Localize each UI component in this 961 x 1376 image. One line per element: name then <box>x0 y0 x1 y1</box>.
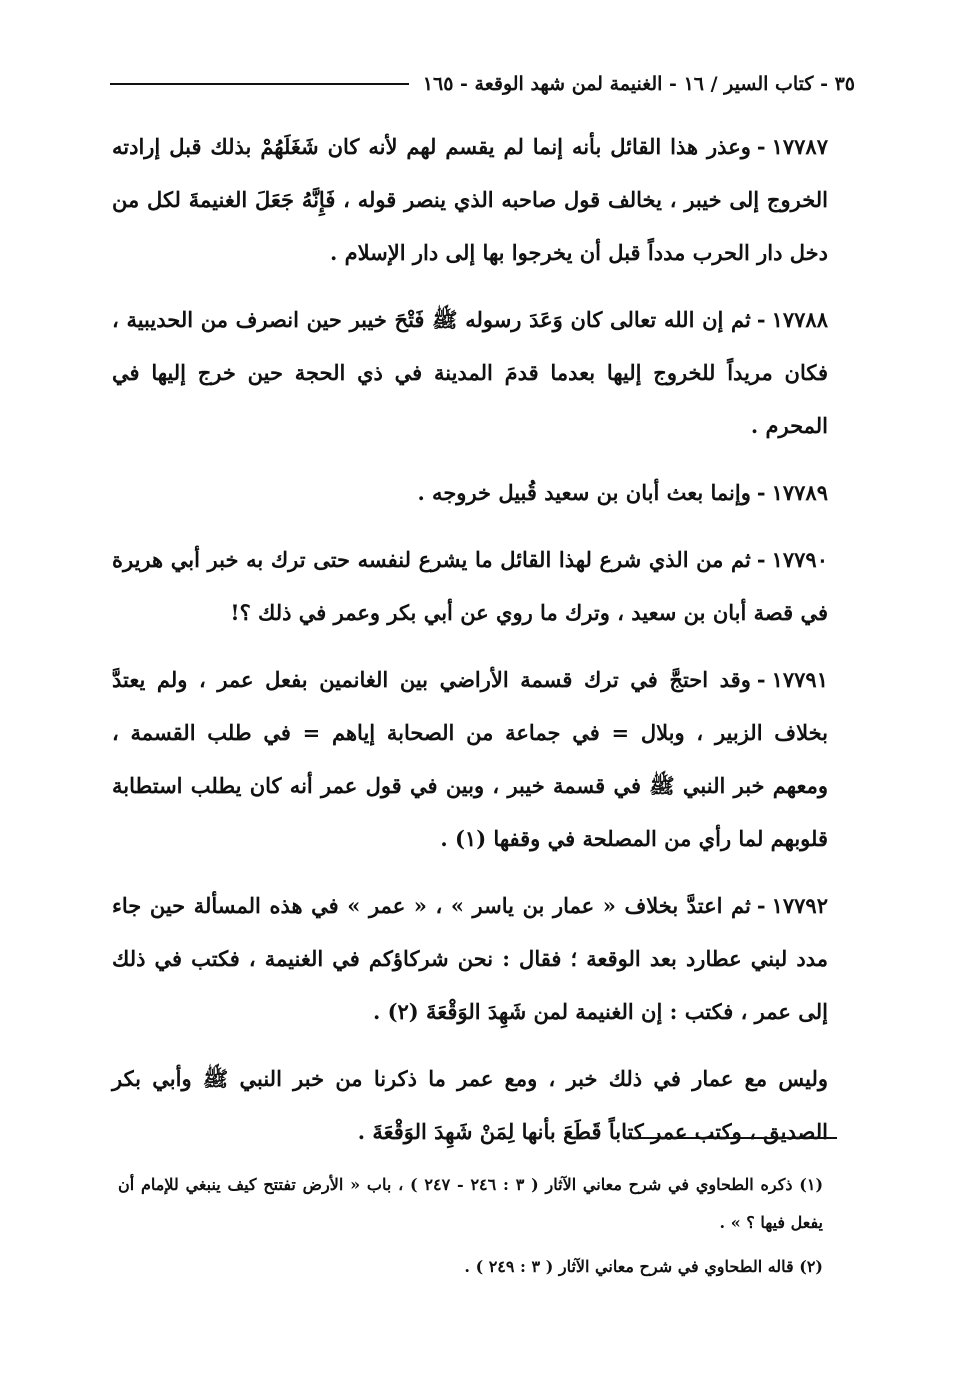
paragraph-text: وعذر هذا القائل بأنه إنما لم يقسم لهم لأنه كان شَغَلَهُمْ بذلك قبل إرادته الخروج إلى خيبر ، يخالف قول صاحبه الذي ينصر قوله ، فَإِنَّهُ جَعَلَ الغنيمةَ لكل من دخل دار الحرب مدداً قبل أن يخرجوا بها إلى دار الإسلام . <box>112 134 828 265</box>
paragraph-text: ثم اعتدَّ بخلاف « عمار بن ياسر » ، « عمر » في هذه المسألة حين جاء مدد لبني عطارد بعد الوقعة ؛ فقال : نحن شركاؤكم في الغنيمة ، فكتب في ذلك إلى عمر ، فكتب : إن الغنيمة لمن شَهِدَ الوَقْعَةَ (٢) . <box>112 893 828 1024</box>
paragraph-number: ١٧٧٩١ <box>771 667 828 692</box>
paragraph-17792 <box>112 879 828 1038</box>
paragraph-closing <box>112 1052 828 1158</box>
paragraph-17790 <box>112 533 828 639</box>
dash-separator: - <box>756 134 766 159</box>
paragraph-number: ١٧٧٨٨ <box>771 307 828 332</box>
paragraph-number: ١٧٧٩٢ <box>771 893 828 918</box>
footnote-rule <box>632 1137 837 1139</box>
footnotes <box>118 1166 823 1292</box>
paragraph-number: ١٧٧٨٧ <box>771 134 828 159</box>
paragraph-17787 <box>112 120 828 279</box>
dash-separator: - <box>756 480 766 505</box>
paragraph-text: ثم من الذي شرع لهذا القائل ما يشرع لنفسه حتى ترك به خبر أبي هريرة في قصة أبان بن سعيد ، وترك ما روي عن أبي بكر وعمر في ذلك ؟! <box>112 547 828 625</box>
paragraph-text: وقد احتجَّ في ترك قسمة الأراضي بين الغانمين بفعل عمر ، ولم يعتدَّ بخلاف الزبير ، وبلال = في جماعة من الصحابة إياهم = في طلب القسمة ، ومعهم خبر النبي ﷺ في قسمة خيبر ، وبين في قول عمر أنه كان يطلب استطابة قلوبهم لما رأي من المصلحة في وقفها (١) . <box>112 667 828 851</box>
running-header <box>110 66 855 102</box>
paragraph-17788 <box>112 293 828 452</box>
dash-separator: - <box>756 893 766 918</box>
main-text <box>112 120 828 1172</box>
paragraph-17789 <box>112 466 828 519</box>
paragraph-text: ثم إن الله تعالى كان وَعَدَ رسوله ﷺ فَتْحَ خيبر حين انصرف من الحديبية ، فكان مريداً للخروج إليها بعدما قدمَ المدينة في ذي الحجة حين خرج إليها في المحرم . <box>112 307 828 438</box>
paragraph-text: وليس مع عمار في ذلك خبر ، ومع عمر ما ذكرنا من خبر النبي ﷺ وأبي بكر الصديق ، وكتب عمر كتاباً قَطَعَ بأنها لِمَنْ شَهِدَ الوَقْعَةَ . <box>112 1066 828 1144</box>
footnote-1: (١) ذكره الطحاوي في شرح معاني الآثار ( ٣ : ٢٤٦ - ٢٤٧ ) ، باب « الأرض تفتتح كيف ينبغي للإمام أن يفعل فيها ؟ » . <box>118 1175 824 1232</box>
footnote-2: (٢) قاله الطحاوي في شرح معاني الآثار ( ٣ : ٢٤٩ ) . <box>464 1257 823 1276</box>
paragraph-number: ١٧٧٨٩ <box>771 480 828 505</box>
dash-separator: - <box>756 667 766 692</box>
dash-separator: - <box>756 307 766 332</box>
dash-separator: - <box>756 547 766 572</box>
paragraph-17791 <box>112 653 828 865</box>
header-title: ٣٥ - كتاب السير / ١٦ - الغنيمة لمن شهد الوقعة - ١٦٥ <box>422 73 855 95</box>
paragraph-number: ١٧٧٩٠ <box>771 547 828 572</box>
header-rule <box>110 83 409 85</box>
paragraph-text: وإنما بعث أبان بن سعيد قُبيل خروجه . <box>417 480 751 505</box>
